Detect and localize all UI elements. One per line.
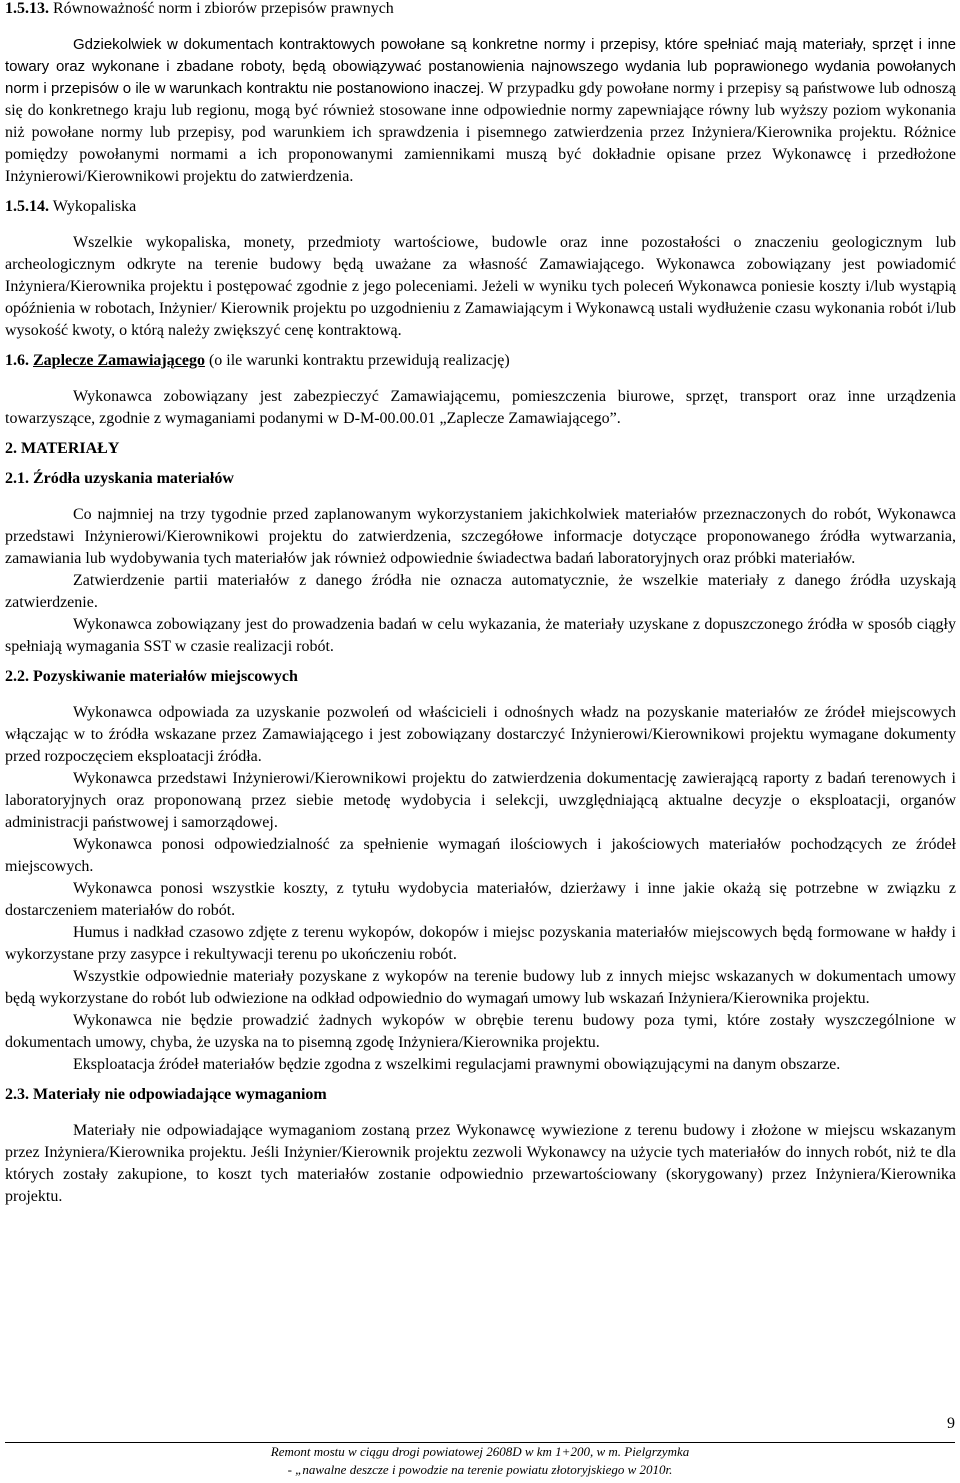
paragraph-serif-run: W przypadku gdy powołane normy i przepisy są państwowe lub odnoszą się do konkretnego kraju lub regionu, mogą być również stosowane inne odpowiednie normy zapewniające równy lub wyższy poziom wykonania niż powołane normy lub przepisy, pod warunkiem ich sprawdzenia i pisemnego zatwierdzenia przez Inżyniera/Kierownika projektu. Różnice pomiędzy powołanymi normami a ich proponowanymi zamiennikami muszą być dokładnie opisane przez Wykonawcę i przedłożone Inżynierowi/Kierownikowi projektu do zatwierdzenia.	[5, 80, 956, 185]
footer-divider	[5, 1442, 955, 1443]
section-title: Wykopaliska	[49, 198, 137, 215]
paragraph: Wykonawca nie będzie prowadzić żadnych wykopów w obrębie terenu budowy poza tymi, które zostały wyszczególnione w dokumentach umowy, chyba, że uzyska na to pisemną zgodę Inżyniera/Kierownika projektu.	[5, 1012, 956, 1051]
paragraph: Co najmniej na trzy tygodnie przed zaplanowanym wykorzystaniem jakichkolwiek materiałów przeznaczonych do robót, Wykonawca przedstawi Inżynierowi/Kierownikowi projektu do zatwierdzenia, szczegółowe informacje dotyczące proponowanego źródła wytwarzania, zamawiania lub wydobywania tych materiałów jak również odpowiednie świadectwa badań laboratoryjnych oraz próbki materiałów.	[5, 506, 956, 567]
footer-project-subtitle: - „nawalne deszcze i powodzie na terenie powiatu złotoryjskiego w 2010r.	[287, 1462, 673, 1477]
paragraph: Wykonawca ponosi odpowiedzialność za spełnienie wymagań ilościowych i jakościowych materiałów pochodzących ze źródeł miejscowych.	[5, 836, 956, 875]
section-title: 2.2. Pozyskiwanie materiałów miejscowych	[5, 668, 298, 685]
section-number: 1.5.13.	[5, 0, 49, 17]
paragraph: Wykonawca przedstawi Inżynierowi/Kierownikowi projektu do zatwierdzenia dokumentację zawierającą raporty z badań terenowych i laboratoryjnych oraz proponowaną przez siebie metodę wydobycia i selekcji, uwzględniającą aktualne decyzje o eksploatacji, organów administracji państwowej i samorządowej.	[5, 770, 956, 831]
section-heading-1-5-14	[5, 196, 956, 218]
paragraph: Wykonawca odpowiada za uzyskanie pozwoleń od właścicieli i odnośnych władz na pozyskanie materiałów ze źródeł miejscowych włączając w to źródła wskazane przez Zamawiającego i jest zobowiązany dostarczyć Inżynierowi/Kierownikowi projektu wymagane dokumenty przed rozpoczęciem eksploatacji źródła.	[5, 704, 956, 765]
section-heading-2-3	[5, 1084, 956, 1106]
section-title: 2.3. Materiały nie odpowiadające wymaganiom	[5, 1086, 327, 1103]
section-number: 1.6.	[5, 352, 29, 369]
page-footer	[0, 1415, 960, 1483]
section-title-note: (o ile warunki kontraktu przewidują realizację)	[204, 352, 510, 369]
paragraph: Wszystkie odpowiednie materiały pozyskane z wykopów na terenie budowy lub z innych miejsc wskazanych w dokumentach umowy będą wykorzystane do robót lub odwiezione na odkład odpowiednio do wymagań umowy lub wskazań Inżyniera/Kierownika projektu.	[5, 968, 956, 1007]
section-heading-1-5-13	[5, 0, 956, 20]
paragraph: Wykonawca zobowiązany jest do prowadzenia badań w celu wykazania, że materiały uzyskane z dopuszczonego źródła w sposób ciągły spełniają wymagania SST w czasie realizacji robót.	[5, 616, 956, 655]
paragraph: Eksploatacja źródeł materiałów będzie zgodna z wszelkimi regulacjami prawnymi obowiązującymi na danym obszarze.	[73, 1056, 841, 1073]
section-heading-2-2	[5, 666, 956, 688]
section-heading-2	[5, 438, 956, 460]
section-title: Zaplecze Zamawiającego	[33, 352, 205, 369]
footer-project-title: Remont mostu w ciągu drogi powiatowej 2608D w km 1+200, w m. Pielgrzymka	[270, 1444, 690, 1459]
paragraph-sans-run: Gdziekolwiek w dokumentach kontraktowych powołane są konkretne normy i przepisy, które spełniać mają materiały, sprzęt i inne towary oraz wykonane i zbadane roboty, będą obowiązywać postanowienia najnowszego wydania lub poprawionego wydania powołanych norm i przepisów o ile w warunkach kontraktu nie postanowiono inaczej.	[5, 36, 956, 97]
page-number: 9	[947, 1415, 955, 1432]
section-heading-1-6	[5, 350, 956, 372]
section-title: 2. MATERIAŁY	[5, 440, 120, 457]
paragraph: Humus i nadkład czasowo zdjęte z terenu wykopów, dokopów i miejsc pozyskania materiałów miejscowych będą formowane w hałdy i wykorzystane przy zasypce i rekultywacji terenu po ukończeniu robót.	[5, 924, 956, 963]
section-heading-2-1	[5, 468, 956, 490]
section-title: 2.1. Źródła uzyskania materiałów	[5, 470, 234, 487]
paragraph: Zatwierdzenie partii materiałów z danego źródła nie oznacza automatycznie, że wszelkie materiały z danego źródła uzyskają zatwierdzenie.	[5, 572, 956, 611]
paragraph: Wykonawca zobowiązany jest zabezpieczyć Zamawiającemu, pomieszczenia biurowe, sprzęt, transport oraz inne urządzenia towarzyszące, zgodnie z wymaganiami podanymi w D-M-00.00.01 „Zaplecze Zamawiającego”.	[5, 388, 956, 427]
paragraph: Wykonawca ponosi wszystkie koszty, z tytułu wydobycia materiałów, dzierżawy i inne jakie okażą się potrzebne w związku z dostarczeniem materiałów do robót.	[5, 880, 956, 919]
paragraph: Wszelkie wykopaliska, monety, przedmioty wartościowe, budowle oraz inne pozostałości o znaczeniu geologicznym lub archeologicznym odkryte na terenie budowy będą uważane za własność Zamawiającego. Wykonawca zobowiązany jest powiadomić Inżyniera/Kierownika projektu i postępować zgodnie z jego poleceniami. Jeżeli w wyniku tych poleceń Wykonawca poniesie koszty i/lub wystąpią opóźnienia w robotach, Inżynier/ Kierownik projektu po uzgodnieniu z Zamawiającym i Wykonawcą ustali wydłużenie czasu wykonania robót i/lub wysokość kwoty, o którą należy zwiększyć cenę kontraktową.	[5, 234, 956, 339]
section-title: Równoważność norm i zbiorów przepisów prawnych	[53, 0, 394, 17]
paragraph	[5, 34, 956, 188]
section-number: 1.5.14.	[5, 198, 49, 215]
document-page	[5, 0, 956, 1208]
paragraph: Materiały nie odpowiadające wymaganiom zostaną przez Wykonawcę wywiezione z terenu budowy i złożone w miejscu wskazanym przez Inżyniera/Kierownika projektu. Jeśli Inżynier/Kierownik projektu zezwoli Wykonawcy na użycie tych materiałów do innych robót, niż te dla których zostały zakupione, to koszt tych materiałów zostanie odpowiednio przewartościowany (skorygowany) przez Inżyniera/Kierownika projektu.	[5, 1122, 956, 1205]
